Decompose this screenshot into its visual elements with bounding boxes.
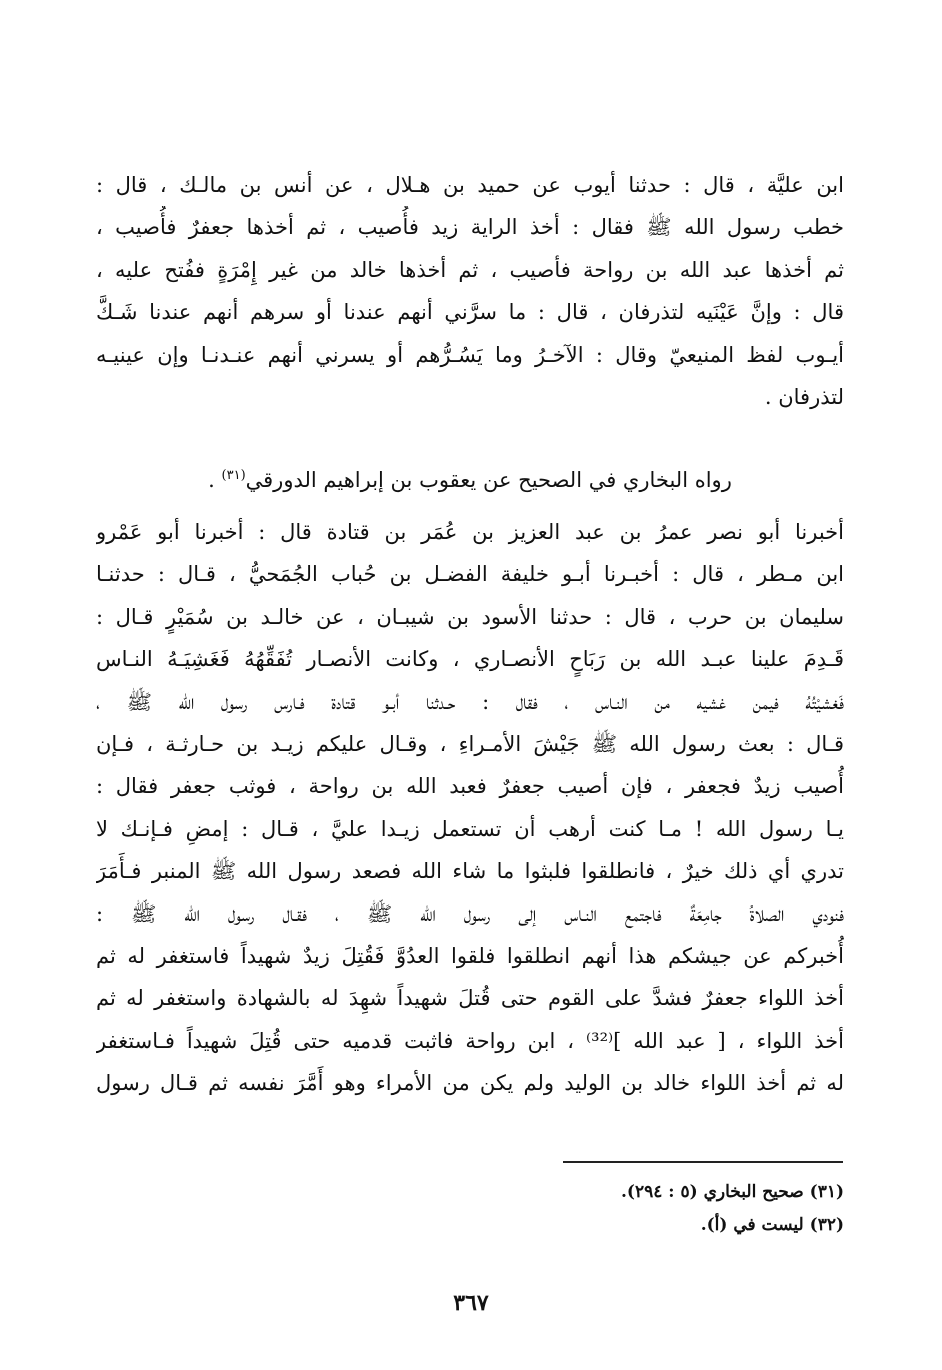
text-line: له ثم أخذ اللواء خالد بن الوليد ولم يكن من الأمراء وهو أَمَّرَ نفسه ثم قـال رسول (96, 1071, 844, 1096)
text-line: لتذرفان . (764, 385, 844, 410)
text-line: ثم أخذها عبد الله بن رواحة فأصيب ، ثم أخذها خالد من غير إِمْرَةٍ ففُتح عليه ، (96, 257, 844, 282)
text-line: خطب رسول الله ﷺ فقال : أخذ الراية زيد فأُصيب ، ثم أخذها جعفرٌ فأُصيب ، (96, 215, 844, 240)
text-line: سليمان بن حرب ، قال : حدثنا الأسود بن شيبـان ، عن خالـد بن سُمَيْرٍ قـال : (96, 604, 844, 629)
footnote-ref-31: (٣١) (221, 468, 246, 483)
attribution-text: رواه البخاري في الصحيح عن يعقوب بن إبراهيم الدورقي (245, 468, 732, 492)
text-line: أخذ اللواء ، [ عبد الله ]⁽³²⁾ ، ابن رواحة فاثبت قدميه حتى قُتِلَ شهيداً فـاستغفر (96, 1028, 844, 1053)
text-line: قـال : بعث رسول الله ﷺ جَيْشَ الأمـراءِ ، وقـال عليكم زيـد بن حـارثـة ، فـإن (96, 732, 844, 757)
text-line: أيـوب لفظ المنيعيّ وقال : الآخـرُ وما يَسُـرُّهم أو يسرني أنهم عنـدنـا وإن عينيـه (96, 342, 844, 367)
page-number: ٣٦٧ (453, 1290, 489, 1316)
footnote-31: (٣١) صحيح البخاري (٥ : ٢٩٤). (620, 1182, 844, 1202)
footnotes (96, 1176, 844, 1242)
paragraph-hadith-abu-qatada (96, 511, 844, 1105)
text-line: أُخبركم عن جيشكم هذا أنهم انطلقوا فلقوا العدُوَّ فَقُتِلَ زيدٌ شهيداً فاستغفر له ثم (96, 944, 844, 969)
text-line: ابن عليَّة ، قال : حدثنا أيوب عن حميد بن هـلال ، عن أنس بن مالـك ، قال : (96, 173, 844, 197)
text-line: أخبرنا أبو نصر عمرُ بن عبد العزيز بن عُمَر بن قتادة قال : أخبرنا أبو عَمْرو (96, 520, 844, 544)
text-line: قَـدِمَ علينا عبـد الله بن رَبَاحٍ الأنصـاري ، وكانت الأنصـار تُفَقِّهُهُ فَغَشِيَـهُ النـاس (96, 647, 844, 672)
footnote-divider (563, 1161, 843, 1163)
paragraph-hadith-anas (96, 164, 844, 418)
text-line: أخذ اللواء جعفرٌ فشدَّ على القوم حتى قُتلَ شهيداً شهِدَ له بالشهادة واستغفر له ثم (96, 986, 844, 1011)
text-line: تدري أي ذلك خيرٌ ، فانطلقوا فلبثوا ما شاء الله فصعد رسول الله ﷺ المنبر فـأَمَرَ (96, 859, 844, 884)
text-line: يـا رسول الله ! مـا كنت أرهب أن تستعمل زيـدا عليَّ ، قـال : إمضِ فـإنـك لا (96, 816, 844, 841)
text-line: أُصيب زيدٌ فجعفر ، فإن أصيب جعفرٌ فعبد الله بن رواحة ، فوثب جعفر فقال : (96, 774, 844, 799)
footnote-32: (٣٢) ليست في (أ). (700, 1215, 844, 1235)
attribution-end: . (208, 468, 222, 492)
text-line: ابن مـطر ، قال : أخبـرنا أبـو خليفة الفضـل بن حُباب الجُمَحيُّ ، قـال : حدثنـا (96, 562, 844, 587)
text-line: فَغشيْتُهُ فيمن غشيه من النـاس ، فقال : حـدثنا أبـو قتادة فـارس رسول الله ﷺ ، (96, 689, 844, 714)
attribution-line (96, 455, 844, 501)
text-line: فنودي الصلاةُ جامِعَةٌ فاجتمع النـاس إلى رسول الله ﷺ ، فقـال رسول الله ﷺ : (96, 901, 844, 926)
text-line: قال : وإنَّ عَيْنَيه لتذرفان ، قال : ما سرَّني أنهم عندنا أو سرهم أنهم عندنا شَـكَّ (96, 300, 844, 325)
